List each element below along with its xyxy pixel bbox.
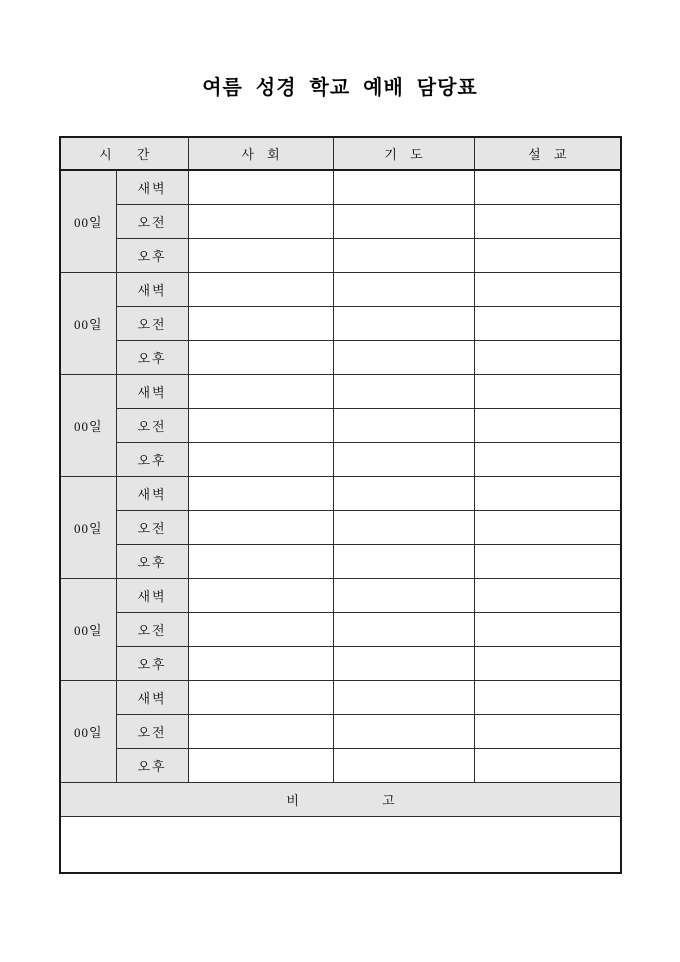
assignment-cell <box>188 307 333 341</box>
slot-cell-dawn: 새벽 <box>116 477 188 511</box>
slot-cell-afternoon: 오후 <box>116 545 188 579</box>
assignment-cell <box>474 579 621 613</box>
assignment-cell <box>188 375 333 409</box>
assignment-cell <box>474 341 621 375</box>
remarks-body <box>60 817 621 874</box>
table-row <box>60 749 621 783</box>
day-cell: 00일 <box>60 375 116 477</box>
assignment-cell <box>333 273 474 307</box>
assignment-cell <box>474 477 621 511</box>
table-row <box>60 205 621 239</box>
assignment-cell <box>474 307 621 341</box>
assignment-cell <box>333 681 474 715</box>
day-cell: 00일 <box>60 579 116 681</box>
table-row <box>60 307 621 341</box>
table-row <box>60 375 621 409</box>
assignment-cell <box>333 715 474 749</box>
assignment-cell <box>188 647 333 681</box>
assignment-cell <box>474 511 621 545</box>
table-row <box>60 170 621 205</box>
assignment-cell <box>474 205 621 239</box>
slot-cell-dawn: 새벽 <box>116 273 188 307</box>
table-row <box>60 579 621 613</box>
assignment-cell <box>474 715 621 749</box>
assignment-cell <box>333 307 474 341</box>
column-header-mc: 사 회 <box>188 137 333 170</box>
assignment-cell <box>188 341 333 375</box>
slot-cell-morning: 오전 <box>116 205 188 239</box>
slot-cell-morning: 오전 <box>116 715 188 749</box>
assignment-cell <box>474 375 621 409</box>
slot-cell-dawn: 새벽 <box>116 681 188 715</box>
document-title: 여름 성경 학교 예배 담당표 <box>202 77 478 99</box>
slot-cell-afternoon: 오후 <box>116 749 188 783</box>
assignment-cell <box>474 545 621 579</box>
assignment-cell <box>333 170 474 205</box>
assignment-cell <box>474 681 621 715</box>
table-row <box>60 239 621 273</box>
day-cell: 00일 <box>60 273 116 375</box>
assignment-cell <box>333 749 474 783</box>
assignment-cell <box>188 443 333 477</box>
assignment-cell <box>474 239 621 273</box>
assignment-cell <box>474 749 621 783</box>
table-row <box>60 613 621 647</box>
table-row <box>60 409 621 443</box>
remarks-body-row <box>60 817 621 874</box>
slot-cell-morning: 오전 <box>116 307 188 341</box>
assignment-cell <box>188 170 333 205</box>
assignment-cell <box>333 579 474 613</box>
slot-cell-dawn: 새벽 <box>116 170 188 205</box>
day-cell: 00일 <box>60 681 116 783</box>
table-row <box>60 443 621 477</box>
slot-cell-dawn: 새벽 <box>116 375 188 409</box>
assignment-cell <box>474 443 621 477</box>
slot-cell-morning: 오전 <box>116 511 188 545</box>
slot-cell-morning: 오전 <box>116 409 188 443</box>
assignment-cell <box>333 477 474 511</box>
assignment-cell <box>474 409 621 443</box>
column-header-sermon: 설 교 <box>474 137 621 170</box>
column-header-time: 시 간 <box>60 137 188 170</box>
remarks-header: 비 고 <box>60 783 621 817</box>
assignment-cell <box>474 273 621 307</box>
slot-cell-afternoon: 오후 <box>116 647 188 681</box>
assignment-cell <box>474 613 621 647</box>
assignment-cell <box>188 613 333 647</box>
assignment-cell <box>333 375 474 409</box>
assignment-cell <box>188 273 333 307</box>
assignment-cell <box>333 341 474 375</box>
assignment-cell <box>188 681 333 715</box>
column-header-prayer: 기 도 <box>333 137 474 170</box>
table-row <box>60 273 621 307</box>
table-row <box>60 545 621 579</box>
assignment-cell <box>188 409 333 443</box>
assignment-cell <box>188 239 333 273</box>
assignment-cell <box>474 647 621 681</box>
slot-cell-dawn: 새벽 <box>116 579 188 613</box>
assignment-cell <box>333 239 474 273</box>
slot-cell-afternoon: 오후 <box>116 443 188 477</box>
assignment-cell <box>188 205 333 239</box>
assignment-cell <box>333 613 474 647</box>
schedule-table <box>59 136 622 874</box>
assignment-cell <box>188 477 333 511</box>
day-cell: 00일 <box>60 477 116 579</box>
table-row <box>60 647 621 681</box>
assignment-cell <box>333 545 474 579</box>
assignment-cell <box>188 749 333 783</box>
assignment-cell <box>188 545 333 579</box>
remarks-header-row <box>60 783 621 817</box>
table-row <box>60 715 621 749</box>
assignment-cell <box>333 205 474 239</box>
table-row <box>60 511 621 545</box>
slot-cell-afternoon: 오후 <box>116 341 188 375</box>
assignment-cell <box>333 647 474 681</box>
assignment-cell <box>474 170 621 205</box>
assignment-cell <box>333 511 474 545</box>
slot-cell-afternoon: 오후 <box>116 239 188 273</box>
slot-cell-morning: 오전 <box>116 613 188 647</box>
table-row <box>60 341 621 375</box>
table-row <box>60 477 621 511</box>
day-cell: 00일 <box>60 170 116 273</box>
assignment-cell <box>188 579 333 613</box>
assignment-cell <box>333 443 474 477</box>
assignment-cell <box>333 409 474 443</box>
assignment-cell <box>188 511 333 545</box>
table-header-row <box>60 137 621 170</box>
assignment-cell <box>188 715 333 749</box>
table-row <box>60 681 621 715</box>
